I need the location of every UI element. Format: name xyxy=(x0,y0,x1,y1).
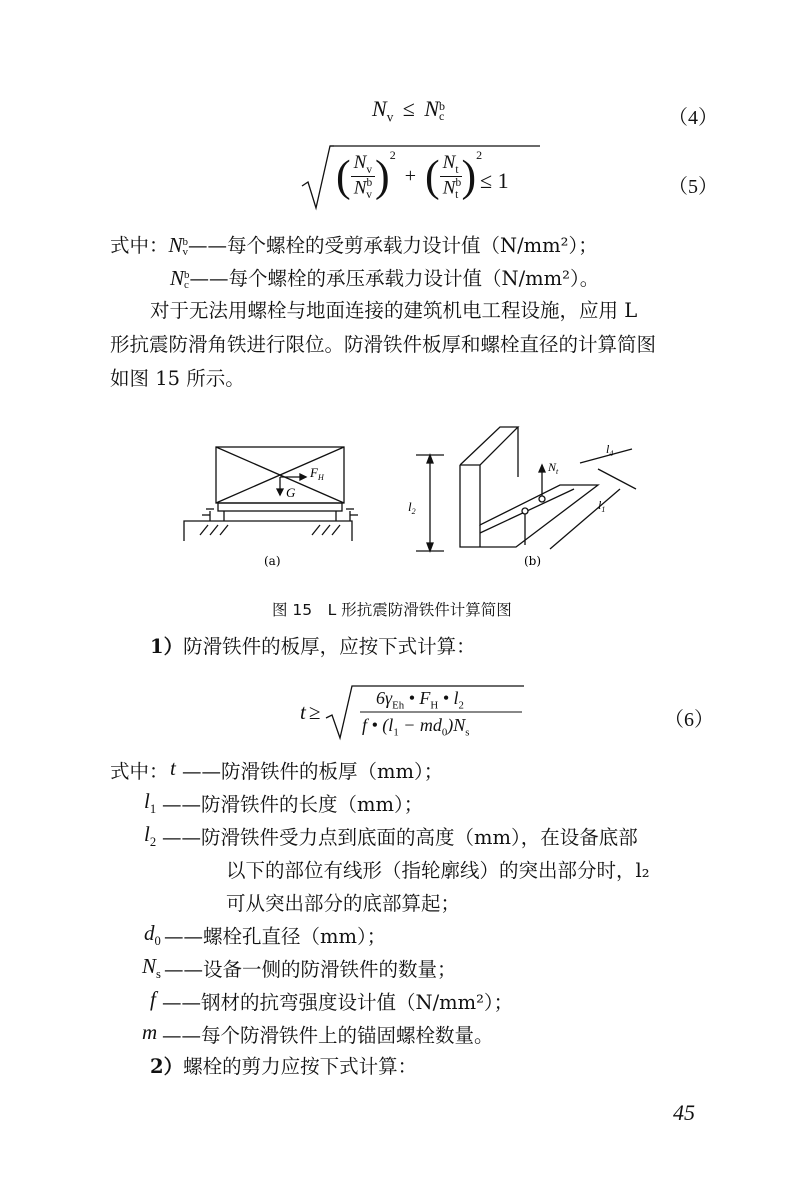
figure-15-diagram xyxy=(180,425,650,575)
item-2: 2）螺栓的剪力应按下式计算： xyxy=(150,1055,418,1078)
equation-6: t ≥ $6\gamma_{Eh}$ • $F_H$ • $l_2$ f • $(l_1 - md_0)N_s$ xyxy=(300,682,560,742)
item-1: 1）防滑铁件的板厚，应按下式计算： xyxy=(150,635,476,658)
label-b: (b) xyxy=(524,554,542,568)
equation-4-number: （4） xyxy=(668,107,718,129)
equation-5: ( $\frac{N_v}{N^b_v}$ )$^2$ + ( $\frac{N_t}{N^b_t}$ )$^2$ ≤ 1 xyxy=(300,142,540,212)
definition-ncb: N b c ——每个螺栓的承压承载力设计值（N/mm²）。 xyxy=(170,266,600,291)
l4-label: $l_4$ xyxy=(606,442,614,458)
fh-label: $F_H$ xyxy=(310,465,324,482)
paragraph-intro: 对于无法用螺栓与地面连接的建筑机电工程设施，应用 L 形抗震防滑角铁进行限位。防滑铁件板厚和螺栓直径的计算简图 如图 15 所示。 xyxy=(110,299,657,390)
equation-6-number: （6） xyxy=(664,709,714,731)
l2-label: $l_2$ xyxy=(408,499,416,516)
figure-caption: 图 15 L 形抗震防滑铁件计算简图 xyxy=(272,601,512,619)
page-number: 45 xyxy=(673,1100,695,1125)
diagram-a xyxy=(184,447,358,541)
definitions-list-2: 式中： t ——防滑铁件的板厚（mm）； $l_1$ ——防滑铁件的长度（mm）； $l_2$ ——防滑铁件受力点到底面的高度（mm），在设备底部 以下的部位有线形（指轮廓线）的突出部分时，l₂ 可从突出部分的底部算起； $d_0$ ——螺栓孔直径（mm）； $N_s$ ——设备一侧的防滑铁件的数量； f ——钢材的抗弯强度设计值（N/mm²）； m ——每个防滑铁件上的锚固螺栓数量。 xyxy=(110,756,650,1047)
g-label: G xyxy=(286,485,296,500)
label-a: (a) xyxy=(264,554,281,568)
diagram-b xyxy=(416,427,636,551)
definition-nvb: 式中：N b v ——每个螺栓的受剪承载力设计值（N/mm²）； xyxy=(110,233,598,258)
equation-5-number: （5） xyxy=(668,176,718,198)
l1-label: $l_1$ xyxy=(598,498,606,514)
equation-4: $N_v \le N$ b c xyxy=(372,96,446,125)
sqrt-sign xyxy=(300,142,334,212)
nt-label: $N_t$ xyxy=(548,460,559,476)
